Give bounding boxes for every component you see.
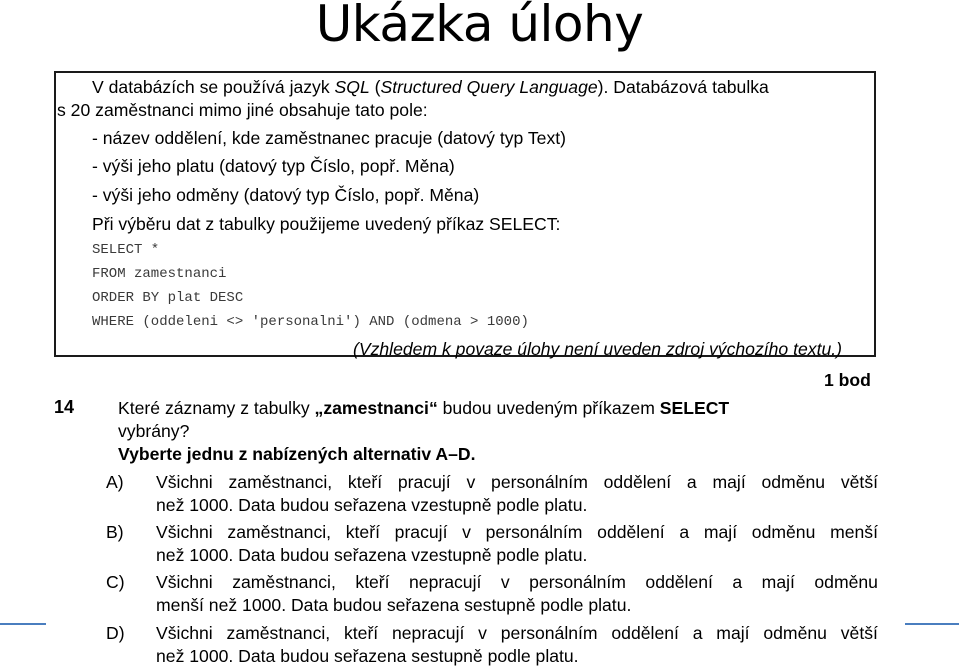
code-line: WHERE (oddeleni <> 'personalni') AND (odmena > 1000) [92,314,529,330]
points-label: 1 bod [824,370,871,390]
option-word: odměnu [761,472,826,492]
option-text-line-2: než 1000. Data budou seřazena vzestupně podle platu. [156,545,588,565]
option-word: kteří [347,472,383,492]
question-instruction: Vyberte jednu z nabízených alternativ A–D. [118,444,476,464]
option-letter: A) [106,472,124,492]
option-word: personálním [500,623,598,643]
decorative-line-left [0,623,46,625]
source-note: (Vzhledem k povaze úlohy není uveden zdroj výchozího textu.) [353,339,842,359]
option-word: oddělení [603,472,672,492]
option-word: kteří [345,522,380,542]
option-word: personálním [529,572,626,592]
option-word: mají [712,472,746,492]
option-letter: D) [106,623,125,643]
option-letter: B) [106,522,124,542]
code-line: SELECT * [92,242,160,258]
decorative-line-right [905,623,959,625]
option-word: v [478,623,487,643]
option-word: větší [840,623,878,643]
option-word: kteří [355,572,390,592]
option-word: oddělení [611,623,679,643]
option-word: Všichni [156,522,213,542]
option-text-line-2: než 1000. Data budou seřazena vzestupně podle platu. [156,495,588,515]
option-word: a [679,522,690,542]
option-word: pracují [397,472,451,492]
option-text-line-2: než 1000. Data budou seřazena sestupně podle platu. [156,646,579,666]
option-word: zaměstnanci, [228,472,333,492]
intro-line-1: V databázích se používá jazyk SQL (Structured Query Language). Databázová tabulka [92,77,769,97]
field-item: - výši jeho platu (datový typ Číslo, popř. Měna) [92,156,455,176]
option-word: v [462,522,471,542]
option-word: a [686,472,697,492]
option-word: v [466,472,476,492]
option-word: odměnu [763,623,827,643]
option-text-line-1 [156,521,878,543]
option-word: pracují [394,522,448,542]
option-word: větší [840,472,878,492]
field-item: - výši jeho odměny (datový typ Číslo, popř. Měna) [92,185,480,205]
option-word: oddělení [645,572,713,592]
option-word: odměnu [814,572,878,592]
option-word: nepracují [409,572,482,592]
option-word: personálním [491,472,588,492]
option-word: kteří [343,623,379,643]
option-word: mají [761,572,795,592]
option-word: menší [830,522,878,542]
option-word: mají [703,522,738,542]
select-intro: Při výběru dat z tabulky použijeme uvedený příkaz SELECT: [92,214,561,234]
intro-line-2: s 20 zaměstnanci mimo jiné obsahuje tato pole: [57,100,428,120]
question-number: 14 [54,397,75,417]
question-text: Které záznamy z tabulky „zamestnanci“ budou uvedeným příkazem SELECT [118,398,730,418]
question-text-line-2: vybrány? [118,421,190,441]
option-text-line-1 [156,571,878,593]
field-item: - název oddělení, kde zaměstnanec pracuje (datový typ Text) [92,128,566,148]
option-word: Všichni [156,472,213,492]
option-word: zaměstnanci, [232,572,336,592]
option-word: Všichni [156,623,213,643]
option-word: mají [716,623,750,643]
option-word: zaměstnanci, [227,522,332,542]
option-word: odměnu [751,522,816,542]
option-text-line-2: menší než 1000. Data budou seřazena sestupně podle platu. [156,595,632,615]
option-word: v [500,572,510,592]
option-letter: C) [106,572,125,592]
option-text-line-1 [156,622,878,644]
option-word: nepracují [391,623,465,643]
option-word: oddělení [597,522,665,542]
option-word: zaměstnanci, [226,623,331,643]
option-word: Všichni [156,572,213,592]
option-word: personálním [485,522,583,542]
code-line: FROM zamestnanci [92,266,227,282]
option-word: a [732,572,743,592]
slide-title: Ukázka úlohy [315,0,644,53]
option-word: a [692,623,703,643]
code-line: ORDER BY plat DESC [92,290,244,306]
option-text-line-1 [156,471,878,493]
